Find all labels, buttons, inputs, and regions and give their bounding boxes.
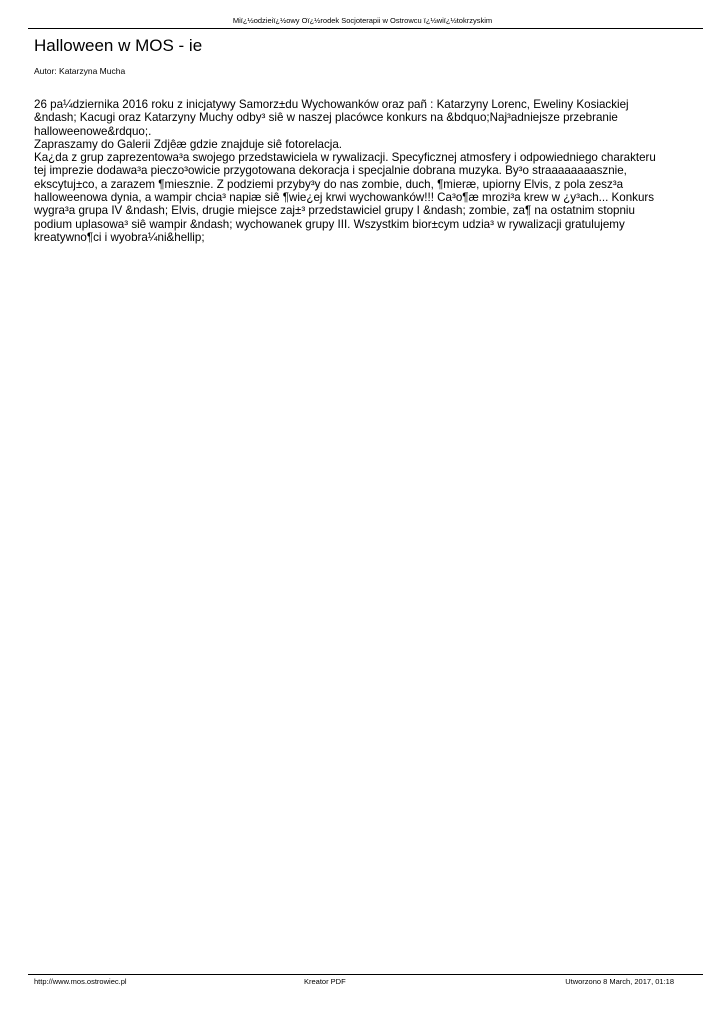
article-body [34, 98, 699, 244]
article-title: Halloween w MOS - ie [34, 36, 203, 55]
article-paragraph: Zapraszamy do Galerii Zdjêæ gdzie znajduje siê fotorelacja. [34, 137, 343, 151]
page-header: Miï¿½odzieiï¿½owy Oï¿½rodek Socjoterapii w Ostrowcu ï¿½wiï¿½tokrzyskim [232, 16, 493, 25]
footer-url: http://www.mos.ostrowiec.pl [34, 977, 127, 986]
footer-divider [28, 974, 703, 975]
article-paragraph: 26 pa¼dziernika 2016 roku z inicjatywy Samorz±du Wychowanków oraz pañ : Katarzyny Lorenc, Eweliny Kosiackiej &ndash; Kacugi oraz Katarzyny Muchy odby³ siê w naszej placówce konkurs na &bdquo;Naj³adniejsze przebranie halloweenowe&rdquo;. [34, 98, 629, 138]
footer-created-date: Utworzono 8 March, 2017, 01:18 [565, 977, 674, 986]
footer-generator: Kreator PDF [304, 977, 346, 986]
article-author: Autor: Katarzyna Mucha [34, 66, 126, 76]
page-footer [34, 977, 674, 986]
article-paragraph: Ka¿da z grup zaprezentowa³a swojego przedstawiciela w rywalizacji. Specyficznej atmosfery i odpowiedniego charakteru tej imprezie dodawa³a pieczo³owicie przygotowana dekoracja i specjalnie dobrana muzyka. By³o straaaaaaaasznie, ekscytuj±co, a zarazem ¶miesznie. Z podziemi przyby³y do nas zombie, duch, ¶mieræ, upiorny Elvis, z pola zesz³a halloweenowa dynia, a wampir chcia³ napiæ siê ¶wie¿ej krwi wychowanków!!! Ca³o¶æ mrozi³a krew w ¿y³ach... Konkurs wygra³a grupa IV &ndash; Elvis, drugie miejsce zaj±³ przedstawiciel grupy I &ndash; zombie, za¶ na ostatnim stopniu podium uplasowa³ siê wampir &ndash; wychowanek grupy III. Wszystkim bior±cym udzia³ w rywalizacji gratulujemy kreatywno¶ci i wyobra¼ni&hellip; [34, 151, 656, 244]
header-divider [28, 28, 703, 29]
